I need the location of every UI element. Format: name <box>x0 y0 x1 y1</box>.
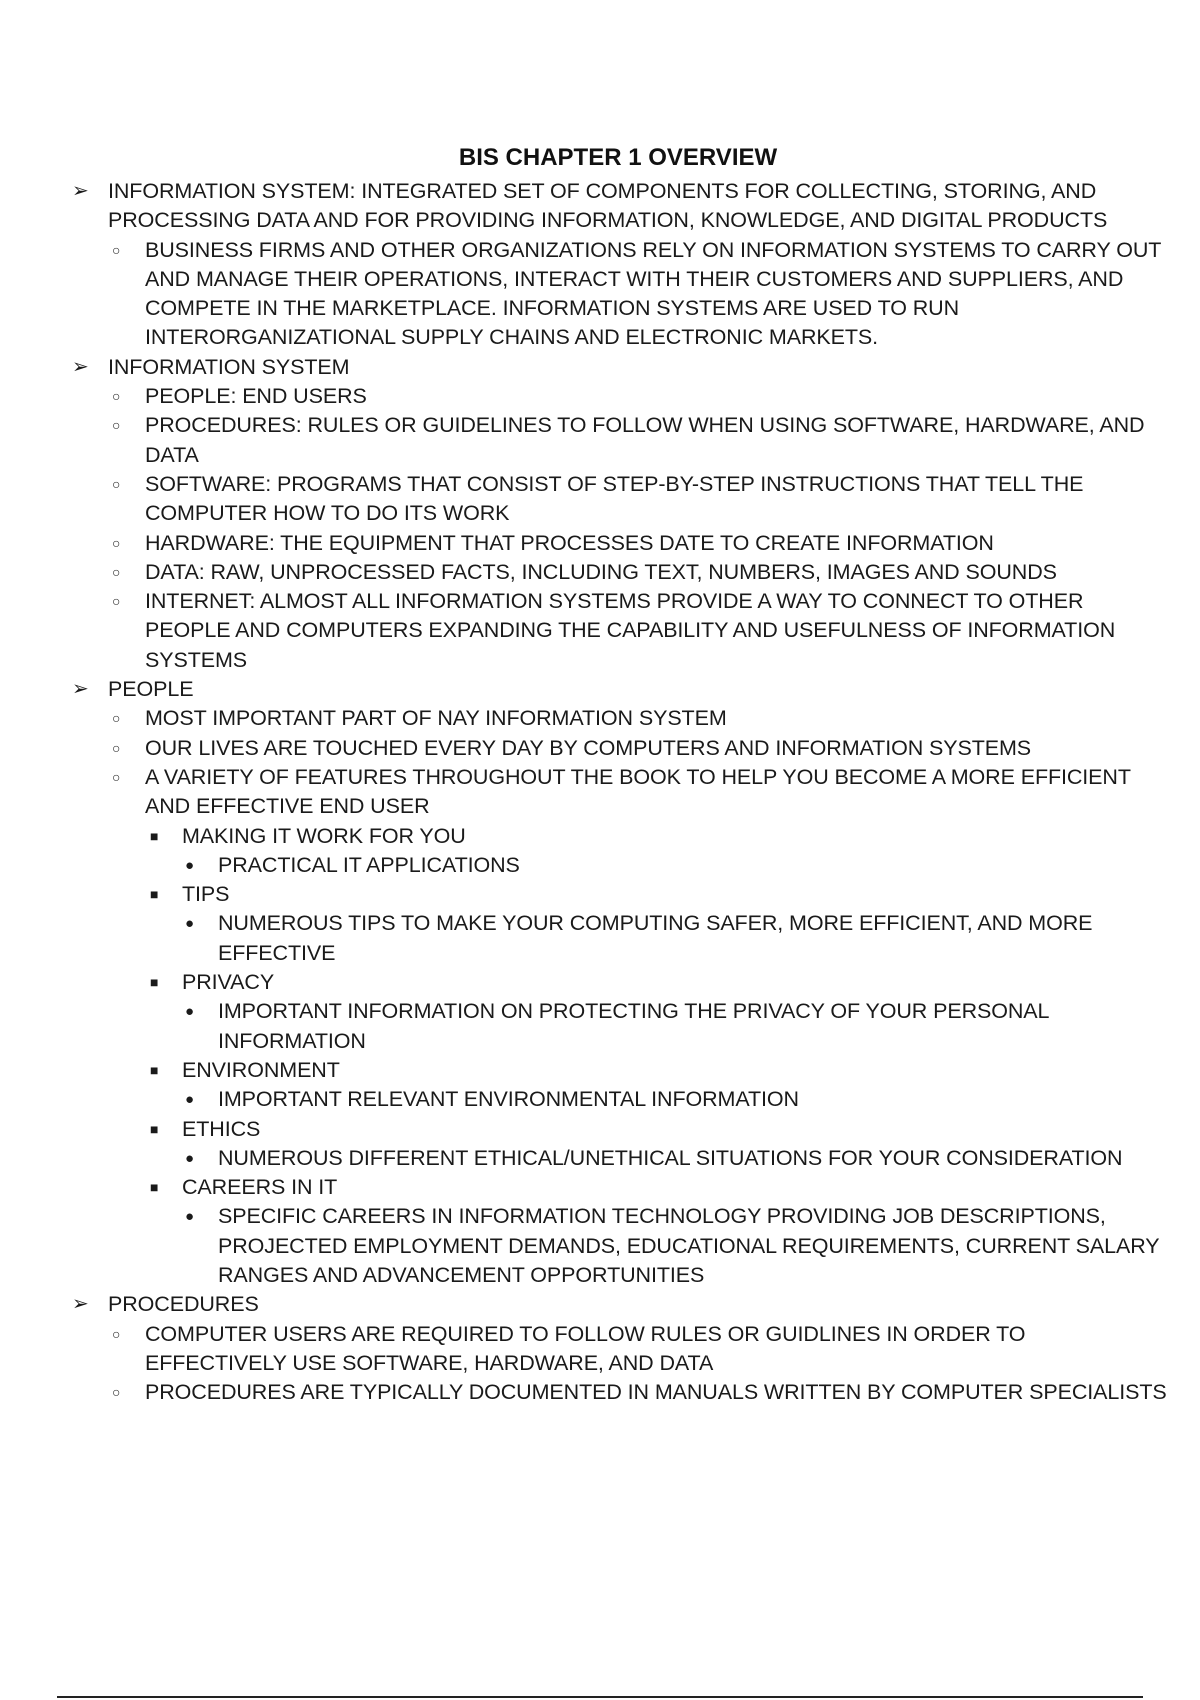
square-bullet-icon: ■ <box>150 827 159 844</box>
outline-item-text: SOFTWARE: PROGRAMS THAT CONSIST OF STEP-BY-STEP INSTRUCTIONS THAT TELL THE COMPUTER HOW TO DO ITS WORK <box>145 471 1084 526</box>
document-title: BIS CHAPTER 1 OVERVIEW <box>458 144 778 171</box>
hollow-circle-bullet-icon: ○ <box>112 710 121 727</box>
outline-item-text: PEOPLE <box>108 677 194 702</box>
page-bottom-divider <box>57 1696 1143 1698</box>
outline-item-text: INTERNET: ALMOST ALL INFORMATION SYSTEMS PROVIDE A WAY TO CONNECT TO OTHER PEOPLE AND COMPUTERS EXPANDING THE CAPABILITY AND USEFULNESS OF INFORMATION SYSTEMS <box>145 589 1116 672</box>
outline-item-level-3 <box>150 822 1168 851</box>
outline-item-level-2 <box>112 763 1168 822</box>
outline-item-text: A VARIETY OF FEATURES THROUGHOUT THE BOOK TO HELP YOU BECOME A MORE EFFICIENT AND EFFECTIVE END USER <box>145 764 1131 819</box>
outline-item-text: DATA: RAW, UNPROCESSED FACTS, INCLUDING TEXT, NUMBERS, IMAGES AND SOUNDS <box>145 559 1057 584</box>
outline-item-level-1 <box>72 177 1168 236</box>
outline-list <box>0 177 1200 1407</box>
outline-item-level-1 <box>72 1290 1168 1319</box>
hollow-circle-bullet-icon: ○ <box>112 417 121 434</box>
outline-item-text: INFORMATION SYSTEM <box>108 354 350 379</box>
outline-item-text: ETHICS <box>182 1116 261 1141</box>
outline-item-level-4 <box>185 1085 1178 1114</box>
outline-item-text: IMPORTANT INFORMATION ON PROTECTING THE PRIVACY OF YOUR PERSONAL INFORMATION <box>218 999 1049 1053</box>
hollow-circle-bullet-icon: ○ <box>112 1325 121 1342</box>
hollow-circle-bullet-icon: ○ <box>112 475 121 492</box>
outline-item-level-2 <box>112 704 1168 733</box>
hollow-circle-bullet-icon: ○ <box>112 534 121 551</box>
outline-item-text: PROCEDURES <box>108 1292 259 1317</box>
filled-circle-bullet-icon: ● <box>185 856 194 874</box>
outline-item-text: IMPORTANT RELEVANT ENVIRONMENTAL INFORMATION <box>218 1087 799 1112</box>
outline-item-level-3 <box>150 1056 1168 1085</box>
outline-item-level-1 <box>72 353 1168 382</box>
filled-circle-bullet-icon: ● <box>185 1149 194 1167</box>
outline-item-level-3 <box>150 1173 1168 1202</box>
arrow-bullet-icon: ➢ <box>72 180 89 202</box>
arrow-bullet-icon: ➢ <box>72 678 89 701</box>
outline-item-text: PRIVACY <box>182 970 275 995</box>
outline-item-text: PROCEDURES ARE TYPICALLY DOCUMENTED IN MANUALS WRITTEN BY COMPUTER SPECIALISTS <box>145 1380 1167 1405</box>
filled-circle-bullet-icon: ● <box>185 915 194 933</box>
outline-item-level-2 <box>112 1378 1168 1407</box>
outline-item-text: HARDWARE: THE EQUIPMENT THAT PROCESSES DATE TO CREATE INFORMATION <box>145 530 994 555</box>
outline-item-text: SPECIFIC CAREERS IN INFORMATION TECHNOLOGY PROVIDING JOB DESCRIPTIONS, PROJECTED EMPLOYMENT DEMANDS, EDUCATIONAL REQUIREMENTS, CURRENT SALARY RANGES AND ADVANCEMENT OPPORTUNITIES <box>218 1204 1160 1287</box>
outline-item-text: PEOPLE: END USERS <box>145 384 367 409</box>
hollow-circle-bullet-icon: ○ <box>112 593 121 610</box>
square-bullet-icon: ■ <box>150 1061 159 1078</box>
outline-item-text: ENVIRONMENT <box>182 1057 340 1082</box>
outline-item-text: INFORMATION SYSTEM: INTEGRATED SET OF COMPONENTS FOR COLLECTING, STORING, AND PROCESSING DATA AND FOR PROVIDING INFORMATION, KNOWLEDGE, AND DIGITAL PRODUCTS <box>108 179 1108 233</box>
outline-item-level-2 <box>112 382 1168 411</box>
outline-item-level-2 <box>112 236 1168 353</box>
square-bullet-icon: ■ <box>150 886 159 903</box>
outline-item-level-3 <box>150 880 1168 909</box>
outline-item-text: PRACTICAL IT APPLICATIONS <box>218 852 520 877</box>
outline-item-text: MAKING IT WORK FOR YOU <box>182 823 466 848</box>
outline-item-text: MOST IMPORTANT PART OF NAY INFORMATION SYSTEM <box>145 706 727 731</box>
outline-item-level-3 <box>150 1115 1168 1144</box>
outline-item-text: CAREERS IN IT <box>182 1175 338 1200</box>
arrow-bullet-icon: ➢ <box>72 1293 89 1316</box>
square-bullet-icon: ■ <box>150 1120 159 1137</box>
square-bullet-icon: ■ <box>150 974 159 991</box>
outline-item-level-4 <box>185 997 1178 1056</box>
outline-item-level-2 <box>112 587 1168 675</box>
outline-item-level-4 <box>185 909 1178 968</box>
outline-item-text: PROCEDURES: RULES OR GUIDELINES TO FOLLOW WHEN USING SOFTWARE, HARDWARE, AND DATA <box>145 413 1145 467</box>
square-bullet-icon: ■ <box>150 1179 159 1196</box>
outline-item-level-2 <box>112 558 1168 587</box>
hollow-circle-bullet-icon: ○ <box>112 739 121 756</box>
hollow-circle-bullet-icon: ○ <box>112 1384 121 1401</box>
outline-item-level-2 <box>112 529 1168 558</box>
outline-item-level-2 <box>112 411 1168 470</box>
filled-circle-bullet-icon: ● <box>185 1003 194 1021</box>
outline-item-text: NUMEROUS TIPS TO MAKE YOUR COMPUTING SAFER, MORE EFFICIENT, AND MORE EFFECTIVE <box>218 911 1093 965</box>
outline-item-text: NUMEROUS DIFFERENT ETHICAL/UNETHICAL SITUATIONS FOR YOUR CONSIDERATION <box>218 1145 1123 1170</box>
filled-circle-bullet-icon: ● <box>185 1091 194 1109</box>
arrow-bullet-icon: ➢ <box>72 355 89 378</box>
outline-item-level-3 <box>150 968 1168 997</box>
filled-circle-bullet-icon: ● <box>185 1208 194 1226</box>
outline-item-level-2 <box>112 1320 1168 1379</box>
hollow-circle-bullet-icon: ○ <box>112 563 121 580</box>
outline-item-level-2 <box>112 470 1168 529</box>
outline-item-text: BUSINESS FIRMS AND OTHER ORGANIZATIONS RELY ON INFORMATION SYSTEMS TO CARRY OUT AND MANAGE THEIR OPERATIONS, INTERACT WITH THEIR CUSTOMERS AND SUPPLIERS, AND COMPETE IN THE MARKETPLACE. INFORMATION SYSTEMS ARE USED TO RUN INTERORGANIZATIONAL SUPPLY CHAINS AND ELECTRONIC MARKETS. <box>145 237 1161 350</box>
outline-item-text: COMPUTER USERS ARE REQUIRED TO FOLLOW RULES OR GUIDLINES IN ORDER TO EFFECTIVELY USE SOFTWARE, HARDWARE, AND DATA <box>145 1321 1026 1375</box>
outline-item-level-2 <box>112 734 1168 763</box>
outline-item-level-4 <box>185 851 1178 880</box>
hollow-circle-bullet-icon: ○ <box>112 388 121 405</box>
hollow-circle-bullet-icon: ○ <box>112 241 121 258</box>
outline-item-level-1 <box>72 675 1168 704</box>
outline-item-text: TIPS <box>182 882 230 907</box>
outline-item-text: OUR LIVES ARE TOUCHED EVERY DAY BY COMPUTERS AND INFORMATION SYSTEMS <box>145 735 1032 760</box>
outline-item-level-4 <box>185 1202 1178 1290</box>
hollow-circle-bullet-icon: ○ <box>112 768 121 785</box>
outline-item-level-4 <box>185 1144 1178 1173</box>
